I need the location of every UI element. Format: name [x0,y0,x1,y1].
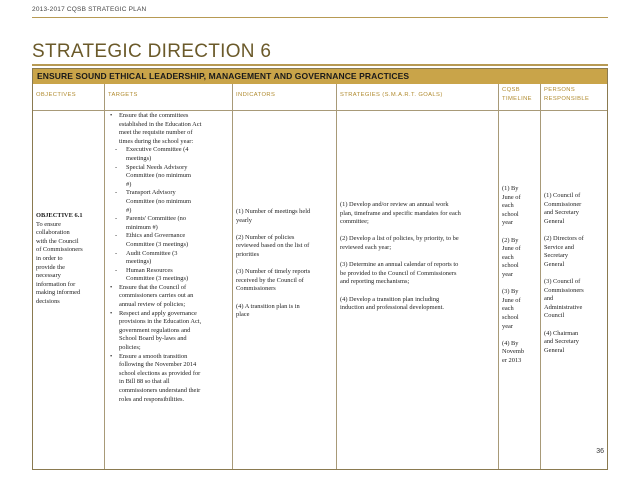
timeline-text: year [502,219,513,227]
committee-text: Committee (no minimum [126,172,191,180]
indicator-text: yearly [236,216,252,224]
objective-title: OBJECTIVE 6.1 [36,212,83,219]
target-text: school elections as provided for [119,369,201,377]
committee-text: meetings) [126,258,152,266]
committee-text: - Human Resources [126,266,173,274]
strategy-text: be provided to the Council of Commissioners [340,269,457,277]
target-item-3 [108,310,230,353]
target-text: • Ensure a smooth transition [119,352,188,360]
person-text: (4) Chairman [544,329,579,337]
page-number: 36 [596,448,604,455]
indicator-text: reviewed based on the list of [236,242,310,250]
target-text: policies; [119,344,141,352]
objective-line: To ensure [36,220,61,228]
committee-item [108,146,230,163]
committee-text: #) [126,206,132,214]
indicator-text: (1) Number of meetings held [236,208,311,215]
strategy-text: (4) Develop a transition plan including [340,295,440,303]
committee-text: #) [126,180,132,188]
person-text: Council [544,312,565,320]
timeline-text: (4) By [502,339,519,347]
committee-text: - Ethics and Governance [126,232,186,240]
timeline-text: Novemb [502,348,525,356]
target-text: School Board by-laws and [119,335,187,343]
person-text: General [544,346,565,354]
persons-cell [541,111,609,469]
committee-item [108,232,230,249]
table-banner: ENSURE SOUND ETHICAL LEADERSHIP, MANAGEMENT AND GOVERNANCE PRACTICES [33,69,607,84]
target-item-2 [108,284,230,310]
target-text: • Respect and apply governance [119,309,197,317]
strategy-text: induction and professional development. [340,304,445,312]
indicator-text: (4) A transition plan is in [236,302,300,310]
target-text: • Ensure that the Council of [119,283,187,291]
person-text: (2) Directors of [544,234,584,242]
timeline-text: (3) By [502,288,519,296]
target-text: roles and responsibilities. [119,395,185,403]
committee-item [108,215,230,232]
person-text: Administrative [544,303,583,311]
person-text: General [544,217,565,225]
timeline-text: school [502,210,519,218]
header-divider [32,17,608,18]
target-text: government regulations and [119,326,191,334]
target-text: commissioners carries out an [119,292,194,300]
timeline-text: year [502,322,513,330]
strategy-text: plan, timeframe and specific mandates for each [340,209,461,217]
committee-item [108,164,230,190]
person-text: Commissioner [544,200,582,208]
timeline-text: (1) By [502,185,519,192]
target-text: meet the requisite number of [119,129,193,137]
targets-list [108,112,230,404]
objective-line: in order to [36,254,63,262]
objective-line: information for [36,280,76,288]
timeline-cell [499,111,541,469]
timeline-text: each [502,202,514,210]
indicator-text: place [236,311,250,319]
objective-line: necessary [36,272,61,280]
target-text: times during the school year: [119,137,194,145]
target-text: commissioners understand their [119,387,201,394]
committee-list [108,146,230,284]
strategy-text: reviewed each year; [340,243,392,251]
indicator-text: received by the Council of [236,276,304,284]
indicator-text: priorities [236,250,260,258]
timeline-text: June of [502,193,521,201]
person-text: and Secretary [544,209,579,217]
targets-cell [105,111,233,469]
person-text: and [544,295,554,303]
indicator-text: (2) Number of policies [236,233,295,241]
target-item-4 [108,353,230,405]
timeline-text: each [502,305,514,313]
person-text: (3) Council of [544,277,581,285]
strategy-text: and reporting mechanisms; [340,278,410,286]
target-text: • Ensure that the committees [119,112,189,119]
objective-line: decisions [36,297,60,305]
timeline-text: (2) By [502,236,519,244]
indicators-cell [233,111,337,469]
header-targets-text: TARGETS [108,92,138,98]
strategy-text: (2) Develop a list of policies, by priority, to be [340,235,459,243]
strategy-text: (3) Determine an annual calendar of reports to [340,261,459,269]
target-text: following the November 2014 [119,361,197,369]
person-text: General [544,260,565,268]
committee-text: Committee (3 meetings) [126,240,189,248]
committee-text: - Audit Committee (3 [126,249,178,257]
objective-cell [33,111,105,469]
person-text: Commissioners [544,286,584,294]
committee-text: minimum #) [126,223,158,231]
target-text: in Bill 88 so that all [119,378,170,386]
column-header-timeline [499,87,541,114]
committee-text: - Transport Advisory [126,189,176,197]
column-header-persons [541,87,609,114]
timeline-text: June of [502,245,521,253]
header-timeline-line2: TIMELINE [502,96,532,102]
committee-text: Committee (3 meetings) [126,275,189,283]
person-text: Secretary [544,252,569,260]
strategy-table [32,68,608,470]
header-strategies-text: STRATEGIES (S.M.A.R.T. GOALS) [340,92,443,98]
committee-text: Committee (no minimum [126,197,191,205]
objective-line: with the Council [36,237,79,245]
committee-text: - Special Needs Advisory [126,163,188,171]
target-text: annual review of policies; [119,301,186,309]
timeline-text: June of [502,296,521,304]
committee-item [108,267,230,284]
committee-item [108,250,230,267]
person-text: and Secretary [544,338,579,346]
document-header: 2013-2017 CQSB STRATEGIC PLAN [32,6,147,13]
header-persons-line2: RESPONSIBLE [544,96,590,102]
timeline-text: er 2013 [502,356,522,364]
header-persons-line1: PERSONS [544,87,576,93]
strategy-text: committee; [340,218,369,226]
objective-line: collaboration [36,229,70,237]
timeline-text: each [502,253,514,261]
indicator-text: Commissioners [236,285,276,293]
committee-item [108,189,230,215]
objective-line: of Commissioners [36,246,83,254]
timeline-text: school [502,262,519,270]
timeline-text: school [502,313,519,321]
header-timeline-line1: CQSB [502,87,521,93]
objective-line: provide the [36,263,65,271]
committee-text: - Executive Committee (4 [126,146,189,154]
target-item-1 [108,112,230,284]
committee-text: meetings) [126,154,152,162]
indicator-text: (3) Number of timely reports [236,268,311,276]
person-text: (1) Council of [544,192,581,199]
timeline-text: year [502,270,513,278]
objective-line: making informed [36,289,81,297]
page-title: STRATEGIC DIRECTION 6 [32,41,272,62]
target-text: established in the Education Act [119,120,202,128]
strategies-cell [337,111,499,469]
committee-text: - Parents' Committee (no [126,215,187,223]
header-indicators-text: INDICATORS [236,92,276,98]
title-divider [32,64,608,66]
target-text: provisions in the Education Act, [119,318,202,326]
person-text: Service and [544,243,574,251]
strategy-text: (1) Develop and/or review an annual work [340,201,449,208]
header-objectives-text: OBJECTIVES [36,92,77,98]
